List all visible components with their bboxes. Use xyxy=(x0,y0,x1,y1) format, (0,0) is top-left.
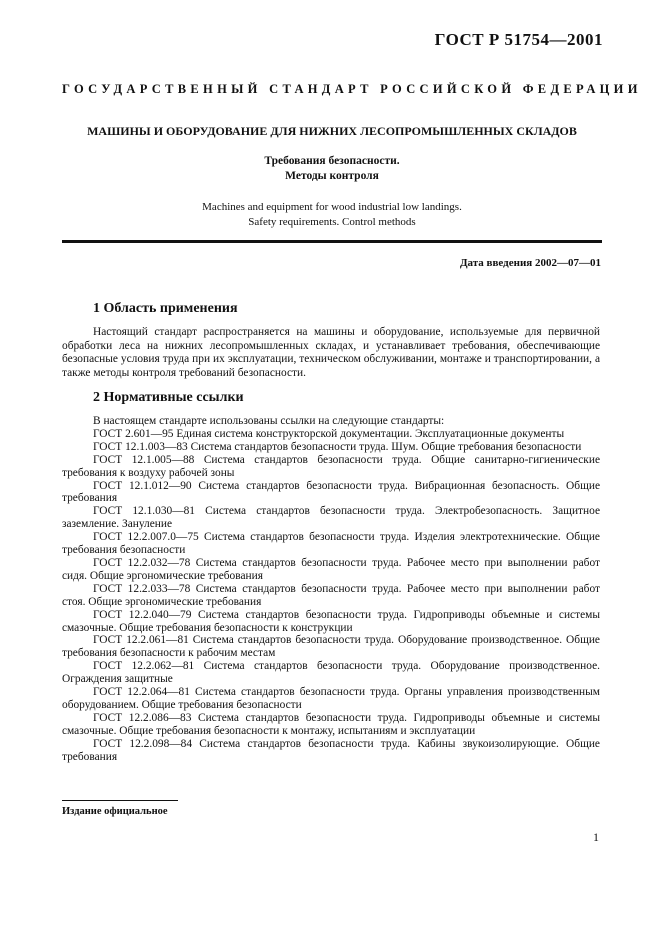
edition-note: Издание официальное xyxy=(62,806,168,817)
state-standard-heading: ГОСУДАРСТВЕННЫЙ СТАНДАРТ РОССИЙСКОЙ ФЕДЕРАЦИИ xyxy=(62,82,642,96)
reference-item: ГОСТ 12.1.012—90 Система стандартов безопасности труда. Вибрационная безопасность. Общие требования xyxy=(62,479,600,505)
page-number: 1 xyxy=(593,830,599,844)
english-title-line-1: Machines and equipment for wood industrial low landings. xyxy=(202,201,462,213)
gost-code: ГОСТ Р 51754—2001 xyxy=(434,30,603,49)
introduction-date: Дата введения 2002—07—01 xyxy=(459,257,601,269)
reference-item: ГОСТ 12.1.030—81 Система стандартов безопасности труда. Электробезопасность. Защитное заземление. Зануление xyxy=(62,505,600,531)
title-divider xyxy=(62,240,602,243)
document-subtitle xyxy=(62,154,602,184)
section-1-paragraph xyxy=(62,326,600,380)
footer-divider xyxy=(62,800,178,801)
reference-item: ГОСТ 12.1.005—88 Система стандартов безопасности труда. Общие санитарно-гигиенические требования к воздуху рабочей зоны xyxy=(62,453,600,479)
english-title-line-2: Safety requirements. Control methods xyxy=(248,216,416,228)
english-title xyxy=(62,200,602,230)
document-title: МАШИНЫ И ОБОРУДОВАНИЕ ДЛЯ НИЖНИХ ЛЕСОПРОМЫШЛЕННЫХ СКЛАДОВ xyxy=(87,124,577,138)
reference-item: ГОСТ 12.2.007.0—75 Система стандартов безопасности труда. Изделия электротехнические. Общие требования безопасности xyxy=(62,531,600,557)
reference-item: ГОСТ 12.2.062—81 Система стандартов безопасности труда. Оборудование производственное. Ограждения защитные xyxy=(62,660,600,686)
reference-item: ГОСТ 12.2.064—81 Система стандартов безопасности труда. Органы управления производственным оборудованием. Общие требования безопасности xyxy=(62,686,600,711)
reference-item: ГОСТ 12.2.061—81 Система стандартов безопасности труда. Оборудование производственное. Общие требования безопасности к рабочим местам xyxy=(62,634,600,660)
reference-item: ГОСТ 12.2.040—79 Система стандартов безопасности труда. Гидроприводы объемные и системы смазочные. Общие требования безопасности к конструкции xyxy=(62,608,600,634)
reference-item: ГОСТ 12.2.098—84 Система стандартов безопасности труда. Кабины звукоизолирующие. Общие требования xyxy=(62,737,600,763)
section-2-heading: 2 Нормативные ссылки xyxy=(93,390,244,405)
reference-item: ГОСТ 2.601—95 Единая система конструкторской документации. Эксплуатационные документы xyxy=(93,427,565,440)
subtitle-line-2: Методы контроля xyxy=(285,170,379,182)
reference-item: ГОСТ 12.2.033—78 Система стандартов безопасности труда. Рабочее место при выполнении работ стоя. Общие эргономические требования xyxy=(62,582,600,608)
section-1-heading: 1 Область применения xyxy=(93,301,238,316)
references-lead: В настоящем стандарте использованы ссылки на следующие стандарты: xyxy=(93,415,445,427)
reference-item: ГОСТ 12.1.003—83 Система стандартов безопасности труда. Шум. Общие требования безопасности xyxy=(93,440,582,453)
subtitle-line-1: Требования безопасности. xyxy=(264,155,400,167)
references-list xyxy=(62,415,600,763)
reference-item: ГОСТ 12.2.032—78 Система стандартов безопасности труда. Рабочее место при выполнении работ сидя. Общие эргономические требования xyxy=(62,556,600,582)
reference-item: ГОСТ 12.2.086—83 Система стандартов безопасности труда. Гидроприводы объемные и системы смазочные. Общие требования безопасности к монтажу, испытаниям и эксплуатации xyxy=(62,711,600,737)
section-1-text: Настоящий стандарт распространяется на машины и оборудование, используемые для первичной обработки леса на нижних лесопромышленных складах, и устанавливает требования, обеспечивающие безопасные условия труда при их эксплуатации, техническом обслуживании, монтаже и транспортировании, а также методы контроля требований безопасности. xyxy=(62,326,600,379)
